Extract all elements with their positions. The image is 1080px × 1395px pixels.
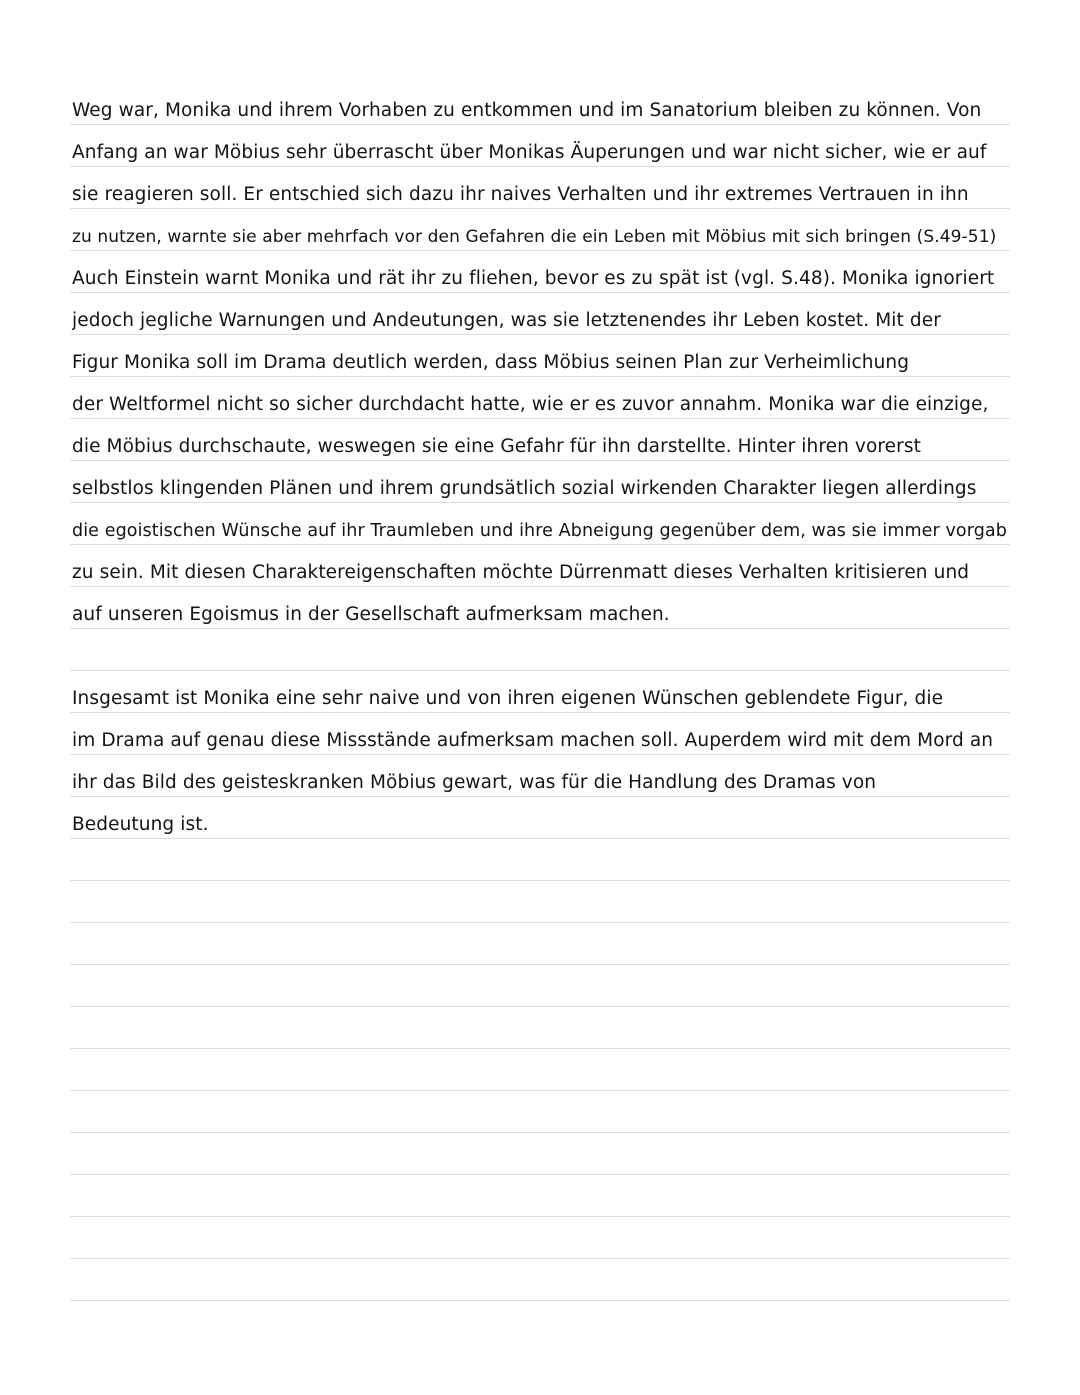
ruled-line <box>70 1048 1010 1049</box>
text-line: ihr das Bild des geisteskranken Möbius gewart, was für die Handlung des Dramas von <box>72 772 877 793</box>
text-line: Auch Einstein warnt Monika und rät ihr zu fliehen, bevor es zu spät ist (vgl. S.48). Monika ignoriert <box>72 268 995 289</box>
ruled-line <box>70 1132 1010 1133</box>
ruled-line <box>70 1090 1010 1091</box>
text-line: im Drama auf genau diese Missstände aufmerksam machen soll. Auperdem wird mit dem Mord an <box>72 730 994 751</box>
text-line: der Weltformel nicht so sicher durchdacht hatte, wie er es zuvor annahm. Monika war die einzige, <box>72 394 989 415</box>
text-line: Anfang an war Möbius sehr überrascht über Monikas Äuperungen und war nicht sicher, wie er auf <box>72 142 987 163</box>
text-line: zu nutzen, warnte sie aber mehrfach vor den Gefahren die ein Leben mit Möbius mit sich bringen (S.49-51) <box>72 227 997 247</box>
text-line: auf unseren Egoismus in der Gesellschaft aufmerksam machen. <box>72 604 670 625</box>
text-line: zu sein. Mit diesen Charaktereigenschaften möchte Dürrenmatt dieses Verhalten kritisieren und <box>72 562 970 583</box>
text-line: Bedeutung ist. <box>72 814 209 835</box>
text-line: Weg war, Monika und ihrem Vorhaben zu entkommen und im Sanatorium bleiben zu können. Von <box>72 100 982 121</box>
text-line: die egoistischen Wünsche auf ihr Traumleben und ihre Abneigung gegenüber dem, was sie immer vorgab <box>72 521 1007 541</box>
ruled-line <box>70 670 1010 671</box>
text-line: jedoch jegliche Warnungen und Andeutungen, was sie letztenendes ihr Leben kostet. Mit der <box>72 310 941 331</box>
ruled-line <box>70 964 1010 965</box>
ruled-line <box>70 1300 1010 1301</box>
ruled-line <box>70 1258 1010 1259</box>
ruled-line <box>70 880 1010 881</box>
text-line: selbstlos klingenden Plänen und ihrem grundsätlich sozial wirkenden Charakter liegen allerdings <box>72 478 977 499</box>
text-line: die Möbius durchschaute, weswegen sie eine Gefahr für ihn darstellte. Hinter ihren vorerst <box>72 436 921 457</box>
text-line: Figur Monika soll im Drama deutlich werden, dass Möbius seinen Plan zur Verheimlichung <box>72 352 910 373</box>
ruled-line <box>70 922 1010 923</box>
ruled-line <box>70 1216 1010 1217</box>
ruled-line <box>70 1006 1010 1007</box>
ruled-line <box>70 1174 1010 1175</box>
text-line: Insgesamt ist Monika eine sehr naive und von ihren eigenen Wünschen geblendete Figur, die <box>72 688 944 709</box>
text-line: sie reagieren soll. Er entschied sich dazu ihr naives Verhalten und ihr extremes Vertrauen in ihn <box>72 184 969 205</box>
